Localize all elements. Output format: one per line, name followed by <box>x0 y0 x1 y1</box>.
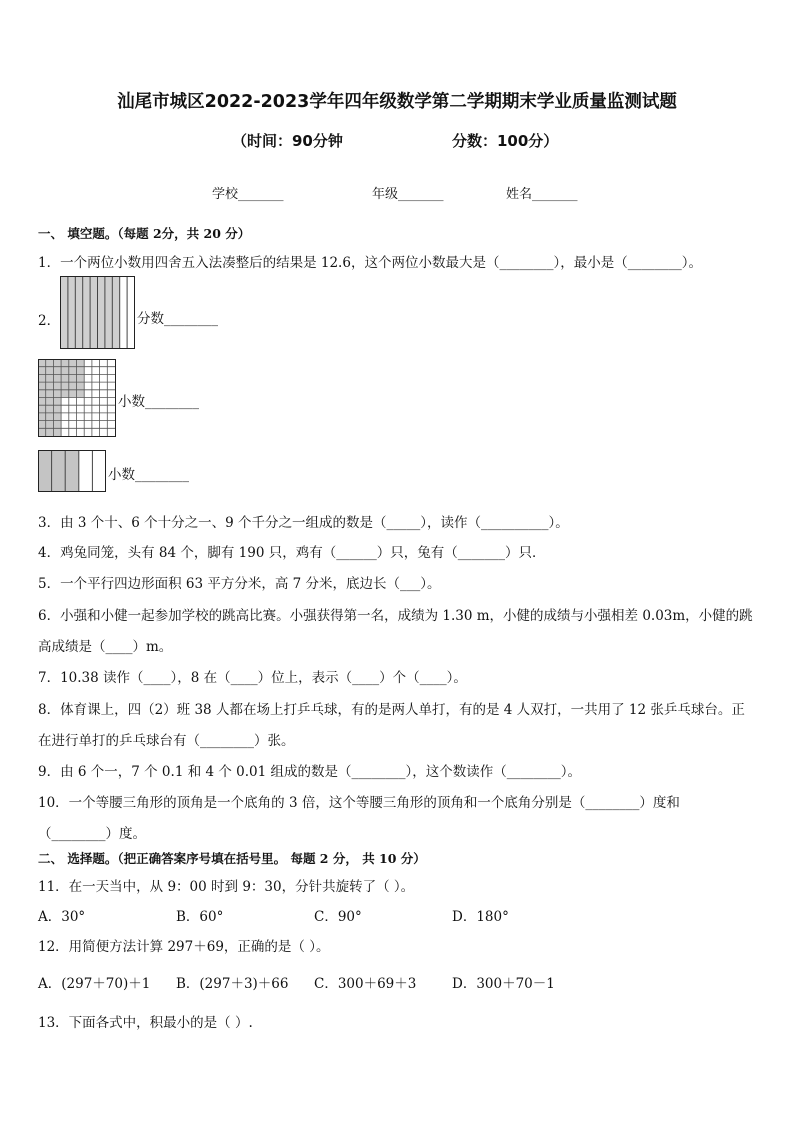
decimal-answer-1: 小数________ <box>118 394 199 410</box>
fraction-answer: 分数________ <box>137 311 218 327</box>
question-9: 9．由 6 个一，7 个 0.1 和 4 个 0.01 组成的数是（________），这个数读作（________）。 <box>38 764 582 780</box>
q12-option-d: D．300＋70－1 <box>452 976 555 992</box>
question-13: 13．下面各式中，积最小的是（ ）. <box>38 1015 253 1031</box>
question-8-line2: 在进行单打的乒乓球台有（________）张。 <box>38 733 295 749</box>
school-field: 学校_______ <box>212 187 284 202</box>
question-4: 4．鸡兔同笼，头有 84 个，脚有 190 只，鸡有（______）只，兔有（_______）只． <box>38 545 546 561</box>
q12-option-a: A．(297＋70)＋1 <box>38 976 151 992</box>
question-3: 3．由 3 个十、6 个十分之一、9 个千分之一组成的数是（_____），读作（__________）。 <box>38 515 569 531</box>
page-title: 汕尾市城区2022-2023学年四年级数学第二学期期末学业质量监测试题 <box>117 92 677 112</box>
section-one-heading: 一、 填空题。（每题 2分，共 20 分） <box>38 226 251 241</box>
question-12: 12．用简便方法计算 297＋69，正确的是（ ）。 <box>38 939 330 955</box>
grade-field: 年级_______ <box>372 187 444 202</box>
question-6-line2: 高成绩是（____）m。 <box>38 639 173 655</box>
decimal-answer-2: 小数________ <box>108 467 189 483</box>
question-10-line1: 10．一个等腰三角形的顶角是一个底角的 3 倍，这个等腰三角形的顶角和一个底角分别是（________）度和 <box>38 795 680 811</box>
question-6-line1: 6．小强和小健一起参加学校的跳高比赛。小强获得第一名，成绩为 1.30 m，小健的成绩与小强相差 0.03m，小健的跳 <box>38 608 753 624</box>
q12-option-b: B．(297＋3)＋66 <box>176 976 289 992</box>
q11-option-b: B．60° <box>176 909 224 925</box>
strip-figure-decimal <box>38 450 106 492</box>
exam-score: 分数：100分） <box>452 132 559 150</box>
question-5: 5．一个平行四边形面积 63 平方分米，高 7 分米，底边长（___）。 <box>38 576 441 592</box>
q11-option-c: C．90° <box>314 909 362 925</box>
grid-figure-decimal <box>38 359 116 437</box>
question-8-line1: 8．体育课上，四（2）班 38 人都在场上打乒乓球，有的是两人单打，有的是 4 人双打，一共用了 12 张乒乓球台。正 <box>38 702 745 718</box>
section-two-heading: 二、 选择题。（把正确答案序号填在括号里。 每题 2 分， 共 10 分） <box>38 851 426 866</box>
exam-time: （时间：90分钟 <box>232 132 343 150</box>
question-11: 11．在一天当中，从 9：00 时到 9：30，分针共旋转了（ ）。 <box>38 879 415 895</box>
question-1: 1．一个两位小数用四舍五入法凑整后的结果是 12.6，这个两位小数最大是（________），最小是（________）。 <box>38 255 702 271</box>
q12-option-c: C．300＋69＋3 <box>314 976 417 992</box>
question-7: 7．10.38 读作（____），8 在（____）位上，表示（____）个（____）。 <box>38 670 467 686</box>
question-2-number: 2． <box>38 313 61 329</box>
q11-option-d: D．180° <box>452 909 509 925</box>
question-10-line2: （________）度。 <box>38 826 146 842</box>
q11-option-a: A．30° <box>38 909 86 925</box>
name-field: 姓名_______ <box>506 187 578 202</box>
strip-figure-fraction <box>60 276 135 349</box>
